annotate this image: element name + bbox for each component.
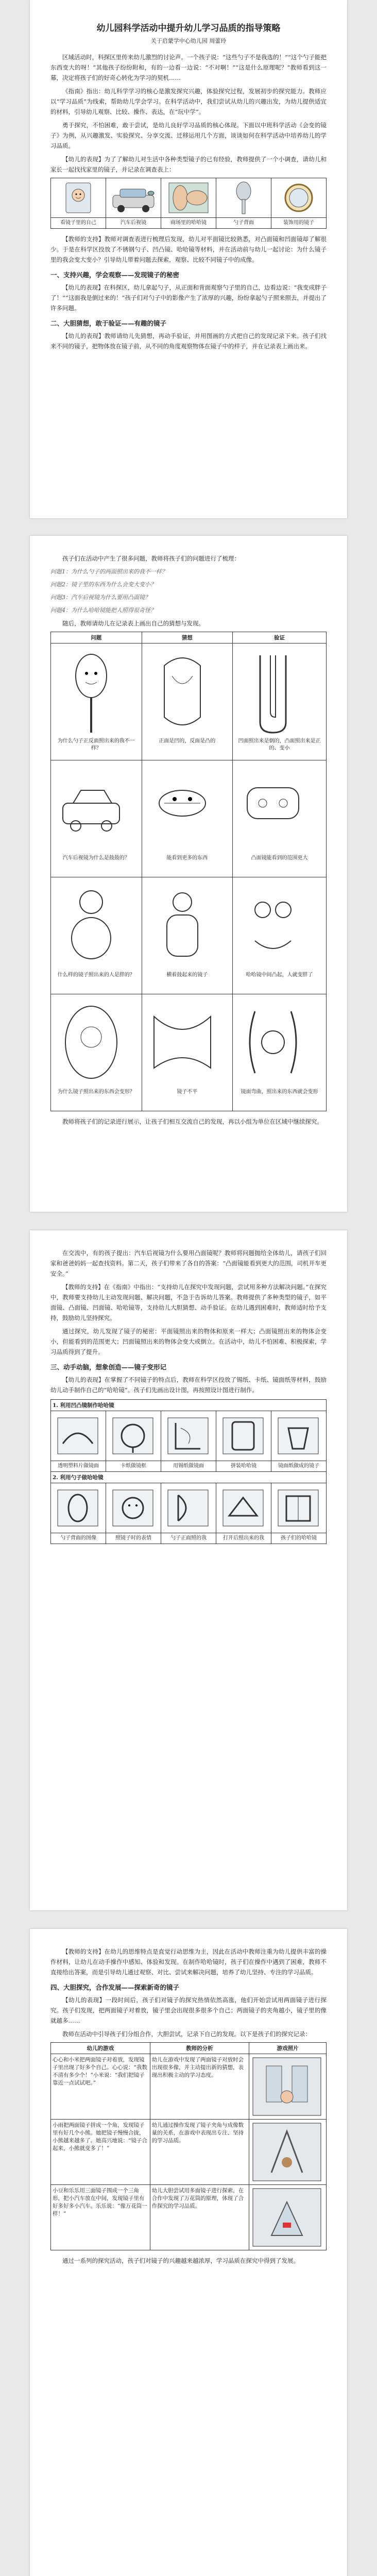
funhouse-mirror-image [165, 180, 212, 216]
section4-end: 通过一系列的探究活动，孩子们对镜子的兴趣越来越浓厚，学习品质在探究中得到了发展。 [62, 2257, 299, 2264]
figure-subtitle: 1. 利用凹凸镜制作哈哈镜 [51, 1400, 327, 1411]
figure-caption: 拼装哈哈镜 [216, 1461, 271, 1472]
table-cell: 凸面镜能看到的范围更大 [251, 855, 308, 861]
figure-subtitle: 2. 利用勺子做哈哈镜 [51, 1472, 327, 1483]
craft-photo [273, 1413, 323, 1459]
document-title: 幼儿园科学活动中提升幼儿学习品质的指导策略 [96, 23, 281, 33]
person-drawing [53, 879, 130, 972]
table-cell: 幼儿大胆尝试用多面镜子进行探索，在合作中发现了万花筒的原理，体现了合作探究的学习品质。 [150, 2185, 249, 2250]
section-heading: 四、大胆探究，合作发展——探索新奇的镜子 [50, 1984, 180, 1991]
table-row [51, 994, 327, 1111]
table-cell: 横着鼓起来的镜子 [166, 972, 208, 978]
table-row [51, 2054, 327, 2120]
figure-caption: 照镜子时的表情 [106, 1533, 161, 1544]
craft-photo [53, 1485, 103, 1531]
intro-paragraph-3: 勇于探究，不怕困难，敢于尝试，是幼儿良好学习品质的核心体现。下面以中班科学活动《会变的镜子》为例，从兴趣激发、实验探究、分享交流、迁移运用几个方面，谈谈如何在科学活动中培养幼儿的学习品质。 [50, 122, 327, 149]
table-row [51, 2120, 327, 2185]
section2-text: 【幼儿的表现】教师请幼儿先猜想，再动手验证，并用图画的方式把自己的发现记录下来。孩子们找来不同的镜子，把物体放在镜子前，从不同的角度观察物体在镜子中的样子，并在记录表上画出来。 [50, 332, 327, 350]
verify-drawing [234, 879, 312, 972]
document-page-4 [30, 1929, 347, 2576]
table-cell: 什么样的镜子照出来的人是胖的？ [57, 972, 135, 978]
mirror-face-image [55, 180, 102, 216]
table-cell: 为什么勺子正反面照出来的我不一样？ [57, 738, 135, 751]
question-line: 问题3：汽车后视镜为什么要用凸面镜？ [50, 594, 150, 601]
teacher-support-note: 【教师的支持】教师对调查表进行梳理后发现，幼儿对平面镜比较熟悉，对凸面镜和凹面镜却了解很少。于是在科学区投放了不锈钢勺子、凹凸镜、哈哈镜等材料，并在活动前与幼儿一起讨论：为什么镜子里的我会变大变小？引导幼儿带着问题去探索，观察、比较不同镜子中的成像。 [50, 235, 327, 263]
figure1-caption: 装饰用的镜子 [271, 218, 327, 229]
guess-verify-table [50, 632, 327, 1111]
figure-caption: 透明塑料片做镜面 [51, 1461, 106, 1472]
document-page-2 [30, 536, 347, 1212]
section4-paragraph: 【教师的支持】在幼儿的思维特点是直觉行动思维为主，因此在活动中教师注重为幼儿提供丰富的操作材料，让幼儿在动手操作中感知、体验和发现。在制作哈哈镜时，孩子们在操作中遇到了困难，教师不直接给出答案，而是引导幼儿通过观察、对比、尝试来解决问题，培养了幼儿坚持、专注的学习品质。 [50, 1948, 327, 1976]
guess-drawing [144, 762, 221, 855]
section3-paragraph: 【教师的支持】在《指南》中指出：“支持幼儿在探究中发现问题，尝试用多种方法解决问题。”在探究中，教师要支持幼儿主动发现问题、解决问题，不急于告诉幼儿答案。教师提供了多种类型的镜子，如平面镜、凸面镜、凹面镜、哈哈镜等，支持幼儿大胆猜想、动手验证。在幼儿遇到困难时，教师适时给予支持，鼓励幼儿坚持探究。 [50, 1283, 327, 1321]
car-drawing [53, 762, 130, 855]
figure1-caption: 看镜子里的自己 [51, 218, 106, 229]
figure1-caption: 商场里的哈哈镜 [161, 218, 216, 229]
craft-photo [163, 1485, 213, 1531]
verify-drawing [234, 762, 312, 855]
section4-paragraph: 【幼儿的表现】一段时间后，孩子们对镜子的探究热情依然高涨，他们开始尝试用两面镜子进行探究。孩子们发现，把两面镜子对着放，镜子里会出现很多很多个自己；两面镜子的夹角越小，镜子里的像就越多…… [50, 1996, 327, 2024]
author-line: 关于启蒙学中心幼儿园 周蕾玲 [150, 38, 227, 44]
verify-drawing [234, 996, 312, 1089]
section4-paragraph: 教师在活动中引导孩子们分组合作，大胆尝试，记录下自己的发现。以下是孩子们的探究记录： [62, 2030, 311, 2038]
page2-end: 教师将孩子们的记录进行展示，让孩子们相互交流自己的发现，再以小组为单位在区域中继续探究。 [62, 1118, 323, 1125]
table-cell: 幼儿通过操作发现了镜子夹角与成像数量的关系，在游戏中表现出专注、坚持的学习品质。 [150, 2120, 249, 2185]
figure-caption: 卡纸做镜框 [106, 1461, 161, 1472]
table-cell: 汽车后视镜为什么是鼓鼓的？ [62, 855, 130, 861]
table-cell: 哈哈镜中间凸起，人就变胖了 [246, 972, 313, 978]
table-header: 幼儿的游戏 [51, 2043, 150, 2054]
guess-drawing [144, 879, 221, 972]
figure-caption: 勺子背面的图像 [51, 1533, 106, 1544]
craft-photo [218, 1413, 268, 1459]
survey-figure [50, 178, 327, 229]
table-cell: 正面是凹的，反面是凸的 [159, 738, 216, 744]
section-heading: 三、动手动脑，想象创造——镜子变形记 [50, 1363, 167, 1371]
table-cell: 小雨把两面镜子拼成一个角，发现镜子里有好几个小熊。她把镜子慢慢合拢，小熊越来越多了。她高兴地说：“镜子合起来，小熊就变多了！” [51, 2120, 150, 2185]
table-row [51, 2185, 327, 2250]
craft-photo [273, 1485, 323, 1531]
figure-caption: 用锡纸做镜面 [161, 1461, 216, 1472]
guess-drawing [144, 996, 221, 1089]
table-cell: 镜面弯曲，照出来的东西就会变形 [241, 1089, 318, 1095]
intro-paragraph-2: 《指南》指出：幼儿科学学习的核心是激发探究兴趣，体验探究过程，发展初步的探究能力。教师应以“学习品质”为线索，帮助幼儿学会学习。在科学活动中，我们尝试从幼儿的兴趣出发，为幼儿提供适宜的材料，引导幼儿观察、比较、操作、表达，在“玩中学”。 [50, 88, 327, 115]
craft-photo [218, 1485, 268, 1531]
figure-caption: 打开后照出来的我 [216, 1533, 271, 1544]
game-photo [251, 2056, 323, 2117]
table-cell: 能看到更多的东西 [166, 855, 208, 861]
spoon-image [220, 180, 267, 216]
table-cell: 凹面照出来是倒的，凸面照出来是正的、变小 [238, 738, 321, 751]
craft-photo [53, 1413, 103, 1459]
document-page-3 [30, 1230, 347, 1910]
intro-paragraph-1: 区域活动时，科探区里传来幼儿激烈的讨论声。一个孩子说：“这些勺子不是我选的！”“这个勺子能把东西变大的呀！”其他孩子纷纷附和，有的一边看一边说：“不对啊！”“这是什么原理呢？”教师看到这一幕，决定将孩子们的好奇心转化为学习的契机…… [50, 54, 327, 81]
table-cell: 幼儿在游戏中发现了两面镜子对放时会出现很多像，并主动提出新的猜想，表现出积极主动的学习态度。 [150, 2054, 249, 2120]
figure1-caption: 勺子背面 [216, 218, 271, 229]
game-photo [251, 2187, 323, 2248]
figure1-caption: 汽车后视镜 [106, 218, 161, 229]
game-photo [251, 2121, 323, 2183]
figure-caption: 勺子正面照的我 [161, 1533, 216, 1544]
table-row [51, 643, 327, 760]
section-heading: 一、支持兴趣，学会观察——发现镜子的秘密 [50, 271, 180, 279]
table-header: 教师的分析 [150, 2043, 249, 2054]
table-cell: 心心和小米把两面镜子对着放，发现镜子里出现了好多个自己。心心说：“我数不清有多少个！”小米说：“我们把镜子靠近一点试试吧。” [51, 2054, 150, 2120]
table-row [51, 760, 327, 877]
craft-photo [108, 1485, 158, 1531]
table-cell: 为什么镜子照出来的东西会变形？ [57, 1089, 135, 1095]
table-cell: 小豆和乐乐用三面镜子围成一个三角形，把小汽车放在中间，发现镜子里有好多好多小汽车。乐乐说：“像万花筒一样！” [51, 2185, 150, 2250]
figure-caption: 镜面纸做成的镜子 [271, 1461, 327, 1472]
question-line: 问题4：为什么哈哈镜能把人照得很奇怪？ [50, 607, 156, 614]
question-line: 问题1：为什么勺子的两面照出来的我不一样？ [50, 568, 167, 575]
table-header: 验证 [233, 632, 327, 643]
table-row [51, 877, 327, 994]
document-page-1 [30, 0, 347, 518]
table-cell: 镜子不平 [177, 1089, 198, 1095]
decorative-mirror-image [275, 180, 322, 216]
section3-paragraph: 【幼儿的表现】在掌握了不同镜子的特点后，教师在科学区投放了锡纸、卡纸、镜面纸等材料，鼓励幼儿动手制作自己的“哈哈镜”。孩子们先画出设计图，再按照设计图进行制作。 [50, 1376, 327, 1394]
page2-intro: 孩子们在活动中产生了很多问题，教师将孩子们的问题进行了梳理： [62, 555, 240, 562]
table-intro: 随后，教师请幼儿在记录表上画出自己的猜想与发现。 [62, 620, 204, 627]
question-line: 问题2：镜子里的东西为什么会变大变小？ [50, 581, 156, 588]
play-analysis-table [50, 2042, 327, 2250]
children-questions [50, 567, 327, 615]
table-header: 猜想 [142, 632, 233, 643]
table-header: 游戏照片 [249, 2043, 327, 2054]
section3-paragraph: 通过探究，幼儿发现了镜子的秘密：平面镜照出来的物体和原来一样大；凸面镜照出来的物体会变小，但能看到的范围更大；凹面镜照出来的物体会变大或倒立。在活动中，幼儿不怕困难、积极探索，学习品质得到了提升。 [50, 1328, 327, 1355]
craft-figure [50, 1399, 327, 1544]
verify-drawing [234, 645, 312, 738]
section-heading: 二、大胆猜想，敢于验证——有趣的镜子 [50, 319, 167, 327]
spoon-drawing [53, 645, 130, 738]
section3-paragraph: 在交流中，有的孩子提出：汽车后视镜为什么要用凸面镜呢？教师将问题抛给全体幼儿，请孩子们回家和爸爸妈妈一起查找资料。第二天，孩子们带来了各自的答案：“凸面镜能看到更大的范围，司机开车更安全。” [50, 1249, 327, 1277]
guess-drawing [144, 645, 221, 738]
craft-photo [163, 1413, 213, 1459]
craft-photo [108, 1413, 158, 1459]
table-header: 问题 [51, 632, 142, 643]
distortion-drawing [53, 996, 130, 1089]
figure-caption: 孩子们的哈哈镜 [271, 1533, 327, 1544]
activity-intro: 【幼儿的表现】为了了解幼儿对生活中各种类型镜子的已有经验，教师提供了一个小调查，请幼儿和家长一起找找家里的镜子，并记录在调查表上： [50, 156, 327, 173]
car-mirror-image [110, 180, 157, 216]
section1-text: 【幼儿的表现】在科探区，幼儿拿起勺子，从正面和背面观察勺子里的自己，边看边说：“我变成胖子了！”“这面我是倒过来的！”孩子们对勺子中的影像产生了浓厚的兴趣，纷纷拿起勺子照来照去，并提出了许多问题。 [50, 284, 327, 312]
